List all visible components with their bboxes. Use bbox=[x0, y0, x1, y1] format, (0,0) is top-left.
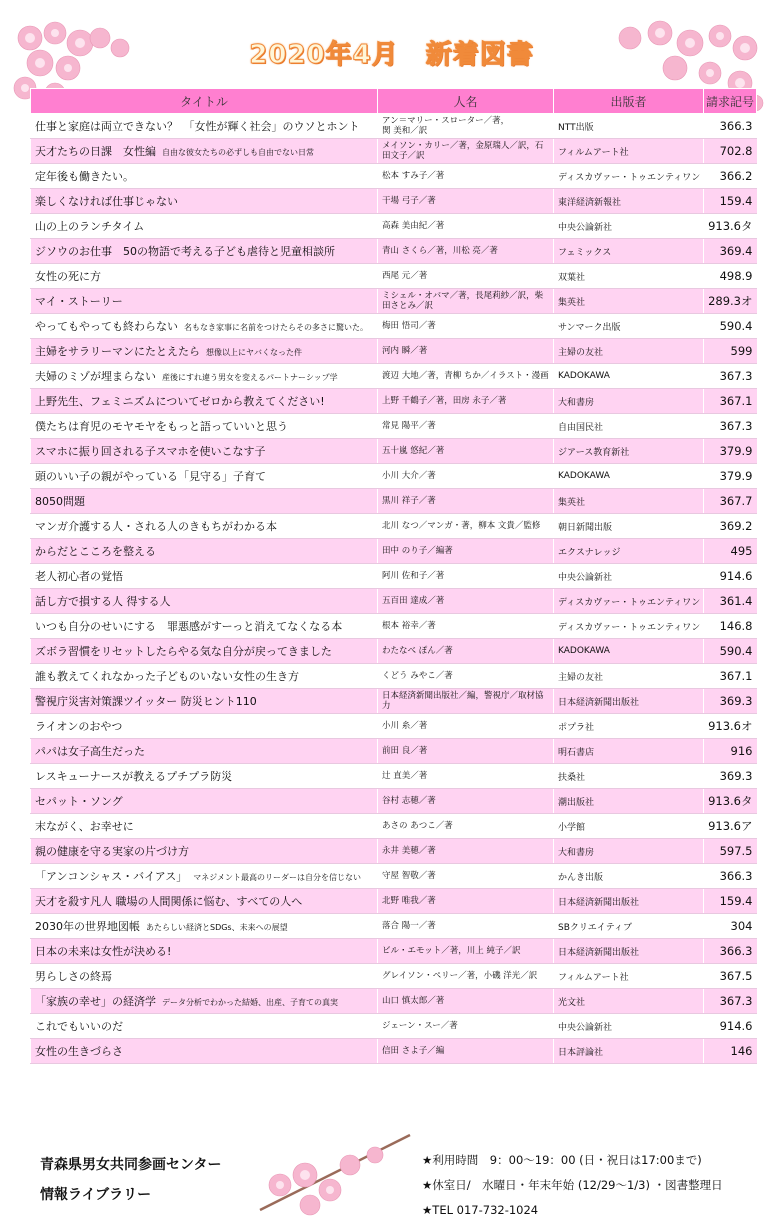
column-header-call-number: 請求記号 bbox=[704, 89, 757, 114]
table-row bbox=[31, 789, 757, 814]
book-title-cell bbox=[31, 239, 378, 264]
author-cell: 五十嵐 悠紀／著 bbox=[378, 439, 554, 464]
author-cell: 根本 裕幸／著 bbox=[378, 614, 554, 639]
footer-info bbox=[422, 1148, 723, 1223]
publisher-cell: KADOKAWA bbox=[554, 639, 704, 664]
book-title: これでもいいのだ bbox=[35, 1020, 123, 1033]
book-title-cell bbox=[31, 464, 378, 489]
call-number-cell: 498.9 bbox=[704, 264, 757, 289]
call-number-cell: 913.6ア bbox=[704, 814, 757, 839]
call-number-cell: 361.4 bbox=[704, 589, 757, 614]
book-title: 2030年の世界地図帳 bbox=[35, 920, 140, 933]
author-cell: 田中 のり子／編著 bbox=[378, 539, 554, 564]
book-title-cell bbox=[31, 514, 378, 539]
call-number-cell: 702.8 bbox=[704, 139, 757, 164]
book-title-cell bbox=[31, 539, 378, 564]
table-row bbox=[31, 689, 757, 714]
table-row bbox=[31, 939, 757, 964]
author-cell: 干場 弓子／著 bbox=[378, 189, 554, 214]
publisher-cell: フィルムアート社 bbox=[554, 139, 704, 164]
author-cell: 梅田 悟司／著 bbox=[378, 314, 554, 339]
book-title: 天才たちの日課 女性編 bbox=[35, 145, 156, 158]
call-number-cell: 289.3オ bbox=[704, 289, 757, 314]
publisher-cell: 集英社 bbox=[554, 489, 704, 514]
book-title: 話し方で損する人 得する人 bbox=[35, 595, 171, 608]
author-cell: わたなべ ぽん／著 bbox=[378, 639, 554, 664]
org-name: 青森県男女共同参画センター bbox=[40, 1157, 222, 1173]
book-title: やってもやっても終わらない bbox=[35, 320, 178, 333]
footer-organization bbox=[40, 1150, 221, 1210]
table-row bbox=[31, 714, 757, 739]
book-title-cell bbox=[31, 564, 378, 589]
author-cell: 山口 慎太郎／著 bbox=[378, 989, 554, 1014]
call-number-cell: 367.7 bbox=[704, 489, 757, 514]
book-title: 頭のいい子の親がやっている「見守る」子育て bbox=[35, 470, 266, 483]
author-cell: アン＝マリー・スローター／著， 関 美和／訳 bbox=[378, 114, 554, 139]
book-title: 「アンコンシャス・バイアス」 bbox=[35, 870, 188, 883]
publisher-cell: 日本評論社 bbox=[554, 1039, 704, 1064]
table-row bbox=[31, 464, 757, 489]
call-number-cell: 913.6タ bbox=[704, 789, 757, 814]
book-title-cell bbox=[31, 189, 378, 214]
table-row bbox=[31, 264, 757, 289]
book-title-cell bbox=[31, 789, 378, 814]
author-cell: 高森 美由紀／著 bbox=[378, 214, 554, 239]
book-title-cell bbox=[31, 814, 378, 839]
table-row bbox=[31, 989, 757, 1014]
table-row bbox=[31, 889, 757, 914]
table-row bbox=[31, 389, 757, 414]
author-cell: ジェーン・スー／著 bbox=[378, 1014, 554, 1039]
table-row bbox=[31, 539, 757, 564]
column-header-title: タイトル bbox=[31, 89, 378, 114]
book-title-cell bbox=[31, 689, 378, 714]
publisher-cell: NTT出版 bbox=[554, 114, 704, 139]
book-title: セパット・ソング bbox=[35, 795, 123, 808]
book-title-cell bbox=[31, 389, 378, 414]
table-row bbox=[31, 289, 757, 314]
author-cell: 北野 唯我／著 bbox=[378, 889, 554, 914]
book-title-cell bbox=[31, 614, 378, 639]
closed-days: ★休室日/ 水曜日・年末年始 (12/29～1/3) ・図書整理日 bbox=[422, 1178, 723, 1192]
book-title: 警視庁災害対策課ツイッター 防災ヒント110 bbox=[35, 695, 257, 708]
author-cell: 五百田 達成／著 bbox=[378, 589, 554, 614]
publisher-cell: フィルムアート社 bbox=[554, 964, 704, 989]
table-row bbox=[31, 414, 757, 439]
library-name: 情報ライブラリー bbox=[40, 1187, 152, 1203]
author-cell: 常見 陽平／著 bbox=[378, 414, 554, 439]
call-number-cell: 599 bbox=[704, 339, 757, 364]
book-title: スマホに振り回される子スマホを使いこなす子 bbox=[35, 445, 266, 458]
column-header-name: 人名 bbox=[378, 89, 554, 114]
table-row bbox=[31, 164, 757, 189]
book-title-cell bbox=[31, 639, 378, 664]
publisher-cell: 双葉社 bbox=[554, 264, 704, 289]
book-title: 女性の生きづらさ bbox=[35, 1045, 123, 1058]
author-cell: 北川 なつ／マンガ・著，柳本 文貴／監修 bbox=[378, 514, 554, 539]
call-number-cell: 304 bbox=[704, 914, 757, 939]
book-title: 女性の死に方 bbox=[35, 270, 101, 283]
author-cell: ビル・エモット／著，川上 純子／訳 bbox=[378, 939, 554, 964]
table-row bbox=[31, 339, 757, 364]
publisher-cell: 自由国民社 bbox=[554, 414, 704, 439]
author-cell: 日本経済新聞出版社／編，警視庁／取材協力 bbox=[378, 689, 554, 714]
column-header-publisher: 出版者 bbox=[554, 89, 704, 114]
table-row bbox=[31, 214, 757, 239]
book-title-cell bbox=[31, 414, 378, 439]
book-title-cell bbox=[31, 339, 378, 364]
author-cell: 青山 さくら／著，川松 亮／著 bbox=[378, 239, 554, 264]
table-row bbox=[31, 139, 757, 164]
publisher-cell: 扶桑社 bbox=[554, 764, 704, 789]
author-cell: ミシェル・オバマ／著，長尾莉紗／訳，柴田さとみ／訳 bbox=[378, 289, 554, 314]
table-header bbox=[31, 89, 757, 114]
author-cell: 小川 大介／著 bbox=[378, 464, 554, 489]
table-row bbox=[31, 514, 757, 539]
table-row bbox=[31, 814, 757, 839]
publisher-cell: 日本経済新聞出版社 bbox=[554, 689, 704, 714]
book-title-cell bbox=[31, 314, 378, 339]
table-row bbox=[31, 489, 757, 514]
table-row bbox=[31, 1014, 757, 1039]
call-number-cell: 146 bbox=[704, 1039, 757, 1064]
call-number-cell: 369.2 bbox=[704, 514, 757, 539]
table-row bbox=[31, 114, 757, 139]
author-cell: 阿川 佐和子／著 bbox=[378, 564, 554, 589]
publisher-cell: 光文社 bbox=[554, 989, 704, 1014]
book-title-cell bbox=[31, 114, 378, 139]
call-number-cell: 367.1 bbox=[704, 664, 757, 689]
author-cell: 信田 さよ子／編 bbox=[378, 1039, 554, 1064]
publisher-cell: ポプラ社 bbox=[554, 714, 704, 739]
author-cell: 渡辺 大地／著，青柳 ちか／イラスト・漫画 bbox=[378, 364, 554, 389]
call-number-cell: 379.9 bbox=[704, 464, 757, 489]
table-row bbox=[31, 239, 757, 264]
table-row bbox=[31, 364, 757, 389]
call-number-cell: 369.3 bbox=[704, 689, 757, 714]
table-row bbox=[31, 314, 757, 339]
call-number-cell: 916 bbox=[704, 739, 757, 764]
call-number-cell: 159.4 bbox=[704, 889, 757, 914]
book-title-cell bbox=[31, 164, 378, 189]
publisher-cell: 日本経済新聞出版社 bbox=[554, 889, 704, 914]
call-number-cell: 159.4 bbox=[704, 189, 757, 214]
book-title-cell bbox=[31, 489, 378, 514]
book-title: 親の健康を守る実家の片づけ方 bbox=[35, 845, 189, 858]
book-title: 仕事と家庭は両立できない？ 「女性が輝く社会」のウソとホント bbox=[35, 120, 360, 133]
call-number-cell: 369.4 bbox=[704, 239, 757, 264]
call-number-cell: 366.3 bbox=[704, 114, 757, 139]
table-row bbox=[31, 439, 757, 464]
publisher-cell: KADOKAWA bbox=[554, 364, 704, 389]
publisher-cell: 大和書房 bbox=[554, 839, 704, 864]
book-title: パパは女子高生だった bbox=[35, 745, 145, 758]
book-title: ズボラ習慣をリセットしたらやる気な自分が戻ってきました bbox=[35, 645, 332, 658]
book-title-cell bbox=[31, 439, 378, 464]
book-title: 日本の未来は女性が決める! bbox=[35, 945, 172, 958]
publisher-cell: 朝日新聞出版 bbox=[554, 514, 704, 539]
call-number-cell: 369.3 bbox=[704, 764, 757, 789]
publisher-cell: ディスカヴァー・トゥエンティワン bbox=[554, 589, 704, 614]
call-number-cell: 367.3 bbox=[704, 989, 757, 1014]
book-title-cell bbox=[31, 214, 378, 239]
book-title-cell bbox=[31, 764, 378, 789]
book-title: 上野先生、フェミニズムについてゼロから教えてください! bbox=[35, 395, 325, 408]
publisher-cell: ディスカヴァー・トゥエンティワン bbox=[554, 164, 704, 189]
book-title: ジソウのお仕事 50の物語で考える子ども虐待と児童相談所 bbox=[35, 245, 335, 258]
book-title-cell bbox=[31, 939, 378, 964]
call-number-cell: 379.9 bbox=[704, 439, 757, 464]
page-title: 2020年4月 新着図書 bbox=[249, 40, 534, 70]
call-number-cell: 495 bbox=[704, 539, 757, 564]
author-cell: 守屋 智敬／著 bbox=[378, 864, 554, 889]
book-title-cell bbox=[31, 664, 378, 689]
publisher-cell: ジアース教育新社 bbox=[554, 439, 704, 464]
book-title-cell bbox=[31, 714, 378, 739]
publisher-cell: 東洋経済新報社 bbox=[554, 189, 704, 214]
publisher-cell: 明石書店 bbox=[554, 739, 704, 764]
call-number-cell: 366.3 bbox=[704, 939, 757, 964]
call-number-cell: 597.5 bbox=[704, 839, 757, 864]
book-title: マイ・ストーリー bbox=[35, 295, 123, 308]
publisher-cell: 集英社 bbox=[554, 289, 704, 314]
book-title: 主婦をサラリーマンにたとえたら bbox=[35, 345, 200, 358]
publisher-cell: 潮出版社 bbox=[554, 789, 704, 814]
author-cell: 西尾 元／著 bbox=[378, 264, 554, 289]
book-title-cell bbox=[31, 289, 378, 314]
book-subtitle: あたらしい経済とSDGs、未来への展望 bbox=[146, 923, 288, 932]
author-cell: 松本 すみ子／著 bbox=[378, 164, 554, 189]
book-subtitle: データ分析でわかった結婚、出産、子育ての真実 bbox=[162, 998, 338, 1007]
publisher-cell: サンマーク出版 bbox=[554, 314, 704, 339]
table-row bbox=[31, 564, 757, 589]
book-title: 楽しくなければ仕事じゃない bbox=[35, 195, 178, 208]
book-title-cell bbox=[31, 914, 378, 939]
book-title: 末ながく、お幸せに bbox=[35, 820, 134, 833]
telephone: ★TEL 017-732-1024 bbox=[422, 1203, 539, 1217]
call-number-cell: 914.6 bbox=[704, 564, 757, 589]
book-title: 誰も教えてくれなかった子どものいない女性の生き方 bbox=[35, 670, 299, 683]
book-subtitle: 自由な彼女たちの必ずしも自由でない日常 bbox=[162, 148, 314, 157]
publisher-cell: SBクリエイティブ bbox=[554, 914, 704, 939]
table-row bbox=[31, 764, 757, 789]
book-title: 僕たちは育児のモヤモヤをもっと語っていいと思う bbox=[35, 420, 288, 433]
book-title: 「家族の幸せ」の経済学 bbox=[35, 995, 156, 1008]
book-subtitle: マネジメント最高のリーダーは自分を信じない bbox=[193, 873, 362, 882]
book-title-cell bbox=[31, 889, 378, 914]
book-title-cell bbox=[31, 989, 378, 1014]
book-subtitle: 想像以上にヤバくなった件 bbox=[206, 348, 302, 357]
author-cell: グレイソン・ペリー／著，小磯 洋光／訳 bbox=[378, 964, 554, 989]
publisher-cell: フェミックス bbox=[554, 239, 704, 264]
book-subtitle: 産後にすれ違う男女を変えるパートナーシップ学 bbox=[162, 373, 338, 382]
book-title: 男らしさの終焉 bbox=[35, 970, 112, 983]
publisher-cell: 主婦の友社 bbox=[554, 664, 704, 689]
call-number-cell: 913.6タ bbox=[704, 214, 757, 239]
publisher-cell: 小学館 bbox=[554, 814, 704, 839]
book-title-cell bbox=[31, 264, 378, 289]
call-number-cell: 146.8 bbox=[704, 614, 757, 639]
table-row bbox=[31, 739, 757, 764]
call-number-cell: 367.3 bbox=[704, 364, 757, 389]
table-row bbox=[31, 614, 757, 639]
call-number-cell: 367.3 bbox=[704, 414, 757, 439]
book-title: 老人初心者の覚悟 bbox=[35, 570, 123, 583]
book-title-cell bbox=[31, 964, 378, 989]
book-title-cell bbox=[31, 739, 378, 764]
author-cell: くどう みやこ／著 bbox=[378, 664, 554, 689]
table-row bbox=[31, 964, 757, 989]
book-title-cell bbox=[31, 589, 378, 614]
author-cell: あさの あつこ／著 bbox=[378, 814, 554, 839]
book-title: 夫婦のミゾが埋まらない bbox=[35, 370, 156, 383]
book-title: からだとこころを整える bbox=[35, 545, 156, 558]
publisher-cell: かんき出版 bbox=[554, 864, 704, 889]
call-number-cell: 914.6 bbox=[704, 1014, 757, 1039]
publisher-cell: 中央公論新社 bbox=[554, 1014, 704, 1039]
call-number-cell: 913.6オ bbox=[704, 714, 757, 739]
opening-hours: ★利用時間 9：00～19：00 (日・祝日は17:00まで) bbox=[422, 1153, 702, 1167]
table-row bbox=[31, 864, 757, 889]
publisher-cell: 中央公論新社 bbox=[554, 214, 704, 239]
call-number-cell: 367.5 bbox=[704, 964, 757, 989]
book-title-cell bbox=[31, 1014, 378, 1039]
table-row bbox=[31, 839, 757, 864]
call-number-cell: 590.4 bbox=[704, 314, 757, 339]
book-title: いつも自分のせいにする 罪悪感がすーっと消えてなくなる本 bbox=[35, 620, 343, 633]
author-cell: 黒川 祥子／著 bbox=[378, 489, 554, 514]
author-cell: 河内 瞬／著 bbox=[378, 339, 554, 364]
book-title-cell bbox=[31, 1039, 378, 1064]
cherry-blossom-footer bbox=[250, 1130, 420, 1225]
call-number-cell: 366.2 bbox=[704, 164, 757, 189]
author-cell: メイソン・カリー／著，金原瑞人／訳，石田文子／訳 bbox=[378, 139, 554, 164]
table-row bbox=[31, 1039, 757, 1064]
book-title: 天才を殺す凡人 職場の人間関係に悩む、すべての人へ bbox=[35, 895, 303, 908]
book-title-cell bbox=[31, 364, 378, 389]
book-title-cell bbox=[31, 839, 378, 864]
publisher-cell: 中央公論新社 bbox=[554, 564, 704, 589]
author-cell: 上野 千鶴子／著，田房 永子／著 bbox=[378, 389, 554, 414]
book-title: 定年後も働きたい。 bbox=[35, 170, 134, 183]
call-number-cell: 367.1 bbox=[704, 389, 757, 414]
author-cell: 落合 陽一／著 bbox=[378, 914, 554, 939]
book-title-cell bbox=[31, 864, 378, 889]
book-title-cell bbox=[31, 139, 378, 164]
publisher-cell: KADOKAWA bbox=[554, 464, 704, 489]
author-cell: 小川 糸／著 bbox=[378, 714, 554, 739]
author-cell: 前田 良／著 bbox=[378, 739, 554, 764]
book-title: 8050問題 bbox=[35, 495, 85, 508]
author-cell: 辻 直美／著 bbox=[378, 764, 554, 789]
book-title: ライオンのおやつ bbox=[35, 720, 123, 733]
author-cell: 谷村 志穂／著 bbox=[378, 789, 554, 814]
table-row bbox=[31, 589, 757, 614]
table-row bbox=[31, 914, 757, 939]
book-subtitle: 名もなき家事に名前をつけたらその多さに驚いた。 bbox=[184, 323, 368, 332]
publisher-cell: 日本経済新聞出版社 bbox=[554, 939, 704, 964]
publisher-cell: ディスカヴァー・トゥエンティワン bbox=[554, 614, 704, 639]
table-row bbox=[31, 189, 757, 214]
author-cell: 永井 美穂／著 bbox=[378, 839, 554, 864]
book-title: 山の上のランチタイム bbox=[35, 220, 145, 233]
new-books-table bbox=[30, 88, 757, 1064]
publisher-cell: 大和書房 bbox=[554, 389, 704, 414]
publisher-cell: 主婦の友社 bbox=[554, 339, 704, 364]
call-number-cell: 366.3 bbox=[704, 864, 757, 889]
publisher-cell: エクスナレッジ bbox=[554, 539, 704, 564]
table-row bbox=[31, 664, 757, 689]
book-title: レスキューナースが教えるプチプラ防災 bbox=[35, 770, 233, 783]
table-row bbox=[31, 639, 757, 664]
book-title: マンガ介護する人・される人のきもちがわかる本 bbox=[35, 520, 277, 533]
call-number-cell: 590.4 bbox=[704, 639, 757, 664]
